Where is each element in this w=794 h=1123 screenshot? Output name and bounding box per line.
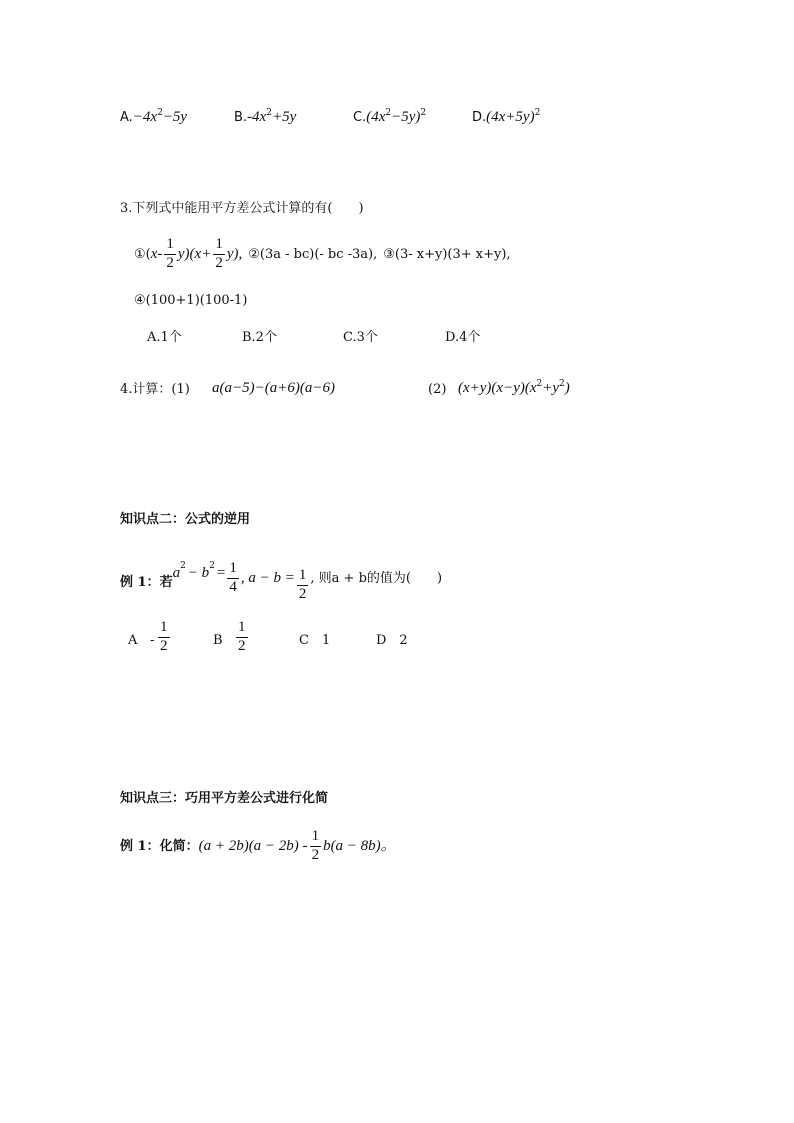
q4-expression-2-part-a: (x+y)(x−y)(x (458, 380, 537, 396)
section-2-option-a-denominator: 2 (160, 637, 168, 654)
q4-expression-2-exp-1: 2 (536, 379, 543, 389)
q4-expression-2-exp-2: 2 (559, 379, 565, 389)
section-3-fraction-numerator: 1 (310, 829, 322, 847)
section-2-condition-1: a 2 − b 2 = (172, 560, 226, 581)
section-2-option-b-letter: B (213, 633, 223, 648)
q3-item3: ③(3- x+y)(3+ x+y), (383, 246, 511, 262)
q3-fraction-2-denominator: 2 (215, 254, 223, 271)
q2-option-a-exp: 2 (157, 108, 163, 118)
section-3-fraction (310, 829, 322, 864)
q4-label-2: (2) (428, 382, 447, 397)
q2-option-b (234, 110, 296, 125)
q2-option-c-exp: 2 (385, 108, 392, 118)
q2-option-b-exp: 2 (266, 108, 272, 118)
section-2-option-d: D 2 (376, 633, 408, 648)
q2-option-d-expr-1: (4x+5y) (486, 109, 535, 125)
q2-option-d (472, 110, 540, 125)
section-2-option-b-numerator: 1 (236, 620, 248, 638)
section-2-option-a-sign: - (150, 633, 155, 648)
section-2-fraction-2-denominator: 2 (298, 585, 307, 602)
q3-option-a: A.1个 (147, 330, 182, 345)
section-2-fraction-2-numerator: 1 (297, 568, 309, 586)
q4-expression-2-part-c: ) (564, 380, 570, 396)
section-2-fraction-1-4 (227, 561, 239, 596)
q3-option-c: C.3个 (343, 330, 378, 345)
section-2-example (120, 550, 442, 606)
q2-option-c (353, 110, 426, 125)
q2-option-a-letter: A. (120, 110, 133, 125)
q3-option-b: B.2个 (242, 330, 277, 345)
section-2-options-row (128, 620, 428, 664)
section-3-fraction-denominator: 2 (311, 846, 320, 863)
section-2-option-a-letter: A (128, 633, 138, 648)
q3-item1-x-plus: x+ (194, 245, 212, 262)
q3-item1-fraction-2 (213, 237, 225, 272)
q3-item1-open: ①( (134, 246, 151, 262)
section-2-fraction-1-numerator: 1 (227, 561, 239, 579)
q3-stem: 3.下列式中能用平方差公式计算的有( ) (120, 201, 364, 216)
q3-fraction-1-numerator: 1 (164, 237, 176, 255)
section-3-example-label: 例 1：化简： (120, 838, 199, 854)
section-2-example-label: 例 1：若 (120, 574, 173, 590)
q2-options-row (120, 110, 680, 130)
section-2-eq-a: a (172, 564, 181, 581)
q2-option-a (120, 110, 187, 125)
section-2-option-c: C 1 (299, 633, 331, 648)
q4-row (120, 381, 640, 401)
section-2-option-a-fraction (158, 620, 170, 655)
q2-option-a-expr-1: −4x (132, 109, 158, 125)
section-2-option-b-fraction (236, 620, 248, 655)
q4-expression-2-part-b: +y (542, 380, 560, 396)
q3-item2: ②(3a - bc)(- bc -3a), (248, 246, 378, 262)
section-2-eq-sign: = (216, 564, 226, 581)
q2-option-d-letter: D. (472, 110, 487, 125)
q3-option-d: D.4个 (445, 330, 481, 345)
section-2-fraction-1-2 (297, 568, 309, 603)
q3-item4: ④(100+1)(100-1) (134, 293, 248, 308)
section-3-title: 知识点三：巧用平方差公式进行化简 (120, 791, 329, 806)
q2-option-c-expr-2: −5y) (391, 109, 421, 125)
q2-option-d-exp: 2 (534, 108, 541, 118)
section-2-option-b-denominator: 2 (238, 637, 246, 654)
q3-fraction-2-numerator: 1 (213, 237, 225, 255)
q3-items-row (134, 234, 511, 274)
section-2-fraction-1-denominator: 4 (229, 578, 237, 595)
section-2-title: 知识点二：公式的逆用 (120, 512, 251, 527)
section-3-expression-a: (a + 2b)(a − 2b) - (198, 837, 308, 854)
q3-item1-fraction-1 (164, 237, 176, 272)
q2-option-b-letter: B. (234, 110, 248, 125)
section-3-example (120, 826, 396, 866)
section-2-eq-minus-b: − b (187, 564, 210, 581)
q3-options-row (147, 331, 547, 347)
section-2-option-a-numerator: 1 (158, 620, 170, 638)
q3-item1-y-close: y)( (177, 245, 195, 262)
section-2-condition-2: , a − b = (240, 569, 295, 586)
q2-option-b-expr-2: +5y (271, 109, 297, 125)
q4-expression-1: a(a−5)−(a+6)(a−6) (212, 380, 335, 396)
section-2-question-tail: , 则a + b的值为( ) (310, 570, 443, 586)
q2-option-b-expr-1: -4x (247, 109, 267, 125)
q4-expression-2 (458, 381, 570, 396)
q2-option-c-exp2: 2 (420, 108, 427, 118)
q2-option-c-letter: C. (353, 110, 367, 125)
q3-item1-y-end: y), (226, 245, 243, 262)
q3-fraction-1-denominator: 2 (166, 254, 174, 271)
q2-option-c-expr-1: (4x (366, 109, 386, 125)
q2-option-a-expr-2: −5y (162, 109, 188, 125)
q3-item1-x-minus: x- (150, 245, 163, 262)
q4-label: 4.计算：(1) (120, 382, 190, 397)
section-3-expression-b: b(a − 8b)。 (323, 837, 396, 854)
